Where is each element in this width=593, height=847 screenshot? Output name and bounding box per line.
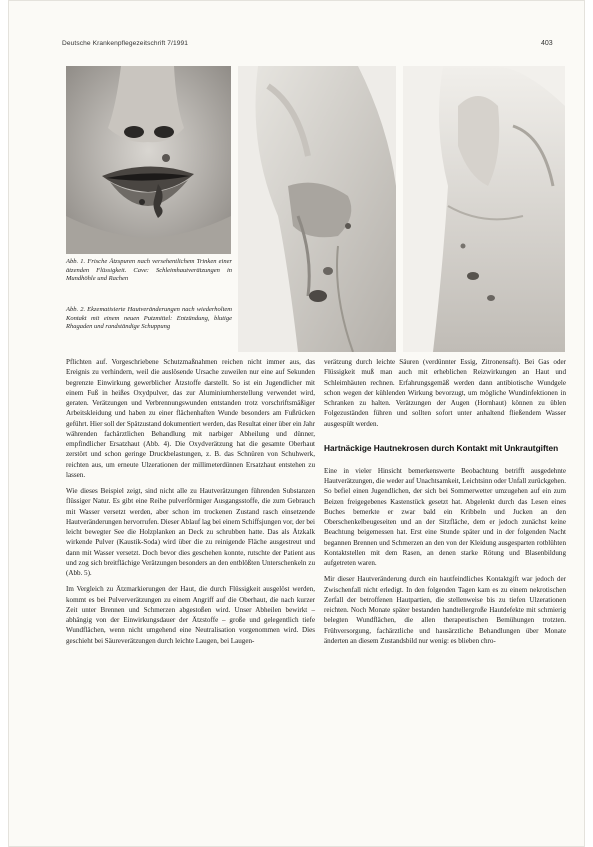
left-text-column — [66, 357, 315, 652]
body-paragraph: Wie dieses Beispiel zeigt, sind nicht alle zu Hautverätzungen führenden Substanzen flüssiger Natur. Es gibt eine Reihe pulverförmiger Ausgangsstoffe, die zum Gebrauch mit Wasser versetzt werden, aber schon im trockenen Zustand rasch einsetzende Hautveränderungen hervorrufen. Dieser Ablauf lag bei einem Schiffsjungen vor, der bei leicht bewegter See die Holzplanken an Deck zu schrubben hatte. Das als Ätzkalk wirkende Pulver (Kaustik-Soda) wird über die zu reinigende Fläche ausgestreut und dann mit Wasser versetzt. Doch bevor dies geschehen konnte, rutschte der Patient aus und zog sich breitflächige Verätzungen besonders an den entblößten Unterschenkeln zu (Abb. 5). — [66, 487, 315, 577]
body-paragraph: verätzung durch leichte Säuren (verdünnter Essig, Zitronensaft). Bei Gas oder Flüssigkeit muß man auch mit erheblichen Reizwirkungen an Haut und Schleimhäuten rechnen. Erfahrungsgemäß werden dann antibiotische Wundgele schon wegen der kühlenden Wirkung bevorzugt, um mögliche Wundinfektionen in Schranken zu halten. Verätzungen der Augen (Hornhaut) können zu üblen Folgezuständen führen und sollten sofort unter anhaltend fließendem Wasser ausgespült werden. — [324, 358, 566, 428]
body-paragraph: Eine in vieler Hinsicht bemerkenswerte Beobachtung betrifft ausgedehnte Hautverätzungen, die weder auf Unachtsamkeit, Leichtsinn oder Unfall zurückgehen. So befiel einen Jugendlichen, der sich bei Sommerwetter umzugehen auf ein zum Beizen freigegebenes Kastenstück gesetzt hat. Abgelenkt durch das Lesen eines Buches bemerkte er zwar bald ein Kribbeln und Jucken an den Oberschenkelbeugeseiten und an der Sitzfläche, dem er jedoch zunächst keine Beachtung beigemessen hat. Erst eine Stunde später und in der folgenden Nacht begannen Brennen und Schmerzen an den von der Kleidung ausgesparten rotblühten Kontaktstellen mit dem Rasen, an denen starke Rötung und Blasenbildung aufgetreten waren. — [324, 466, 566, 567]
body-paragraph: Im Vergleich zu Ätzmarkierungen der Haut, die durch Flüssigkeit ausgelöst werden, kommt es bei Pulververätzungen zu einem Angriff auf die Oberhaut, die nach kurzer Zeit unter Brennen und Schmerzen abgestoßen wird. Unser Abheilen bewirkt – abhängig von der Einwirkungsdauer der Ätzstoffe – große und gelegentlich tiefe Wundflächen, wenn nicht umgehend eine Neutralisation vorgenommen wird. Dies geschieht bei Säureverätzungen durch leichte Laugen, bei Laugen- — [66, 585, 315, 645]
magazine-page — [8, 0, 585, 847]
figure-3-photo — [403, 66, 565, 352]
page-number: 403 — [541, 40, 553, 47]
body-paragraph: Mir dieser Hautveränderung durch ein hautfeindliches Kontaktgift war jedoch der Zwischenfall nicht erledigt. In den folgenden Tagen kam es zu einem nekrotischen Zerfall der betroffenen Hautpartien, die stellenweise bis zu tiefen Ulzerationen reichten. Noch Monate später bestanden handtellergroße Hautdefekte mit schmierig belegten Wundflächen, die allen therapeutischen Bemühungen trotzten. Frühversorgung, fachärztliche und hausärztliche Behandlungen über Monate änderten an diesem Zustandsbild nur wenig: es blieben chro- — [324, 575, 566, 645]
section-heading: Hartnäckige Hautnekrosen durch Kontakt mit Unkrautgiften — [324, 442, 559, 453]
right-text-column — [324, 357, 566, 652]
figure-2-photo — [238, 66, 396, 352]
figure-1-caption: Abb. 1. Frische Ätzspuren nach versehentlichem Trinken einer ätzenden Flüssigkeit. Cave: Schleimhautverätzungen in Mundhöhle und Rachen — [66, 258, 232, 283]
body-paragraph: Pflichten auf. Vorgeschriebene Schutzmaßnahmen reichen nicht immer aus, das Ereignis zu verhindern, weil die auslösende Ursache zuweilen nur eine auf Sekunden begrenzte Einwirkung gewerblicher Ätzstoffe darstellt. So ist ein Jugendlicher mit einem Fuß in heißes Oxydpulver, das zur Aluminiumherstellung verwendet wird, geraten. Verätzungen und Verbrennungswunden entstanden trotz vorschriftsmäßiger Arbeitskleidung und haben zu einer flächenhaften Wunde besonders am Fußrücken geführt. Hier soll der Spätzustand dokumentiert werden, das Resultat einer über ein Jahr währenden fachärztlichen Behandlung mit narbiger Abheilung und dünner, empfindlicher Ersatzhaut (Abb. 4). Die Oxydverätzung hat die gesamte Oberhaut zerstört und schon geringe Druckbelastungen, z. B. das Schnüren von Schuhwerk, reichten aus, um erneute Ulzerationen der millimeterdünnen Ersatzhaut entstehen zu lassen. — [66, 358, 315, 479]
running-header: Deutsche Krankenpflegezeitschrift 7/1991 — [62, 40, 189, 47]
figure-1-photo — [66, 66, 231, 254]
figure-2-caption: Abb. 2. Ekzematisierte Hautveränderungen nach wiederholtem Kontakt mit einem neuen Putzmittel: Entzündung, blutige Rhagaden und randständige Schuppung — [66, 306, 232, 331]
